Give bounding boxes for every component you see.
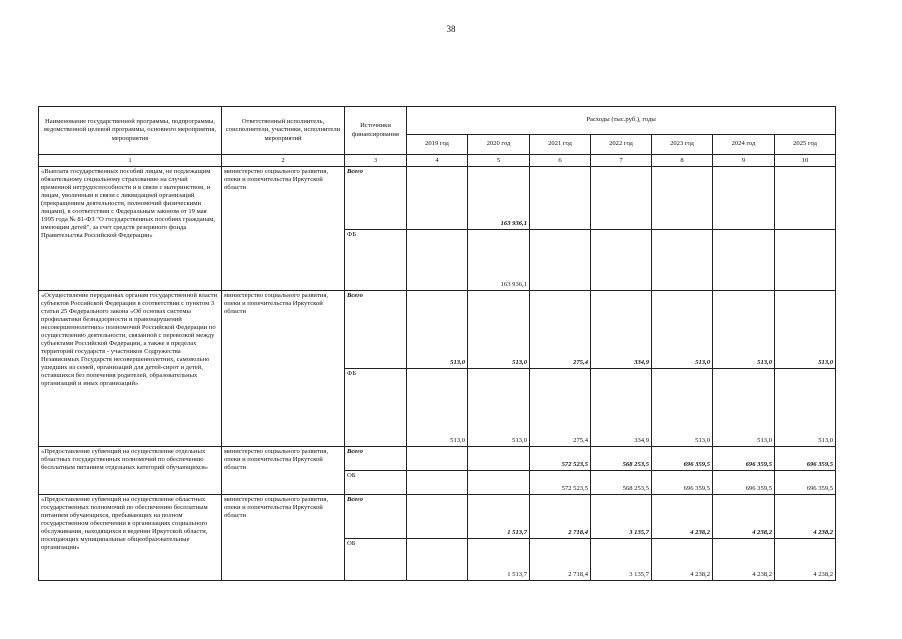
column-number: 2 xyxy=(222,155,345,167)
value-cell: 513,0 xyxy=(775,369,836,447)
value-cell: 513,0 xyxy=(652,369,713,447)
value-cell xyxy=(591,230,652,291)
value-cell xyxy=(407,230,468,291)
value-cell xyxy=(530,167,591,230)
value-cell xyxy=(775,230,836,291)
value-cell: 2 718,4 xyxy=(530,539,591,581)
value-cell: 572 523,5 xyxy=(530,447,591,471)
column-number: 1 xyxy=(39,155,222,167)
value-cell: 572 523,5 xyxy=(530,471,591,495)
value-cell xyxy=(407,447,468,471)
value-cell: 696 359,5 xyxy=(652,447,713,471)
source-fb: ФБ xyxy=(345,230,407,291)
column-number: 7 xyxy=(591,155,652,167)
header-year: 2021 год xyxy=(530,135,591,155)
value-cell: 275,4 xyxy=(530,369,591,447)
value-cell: 513,0 xyxy=(407,291,468,369)
table-row xyxy=(39,291,836,369)
value-cell xyxy=(407,167,468,230)
source-fb: ФБ xyxy=(345,369,407,447)
budget-table xyxy=(38,106,836,581)
value-cell: 334,9 xyxy=(591,369,652,447)
header-year: 2019 год xyxy=(407,135,468,155)
column-number: 6 xyxy=(530,155,591,167)
column-number: 4 xyxy=(407,155,468,167)
source-ob: ОБ xyxy=(345,539,407,581)
value-cell: 163 936,1 xyxy=(468,167,530,230)
value-cell: 4 238,2 xyxy=(713,495,775,539)
value-cell: 696 359,5 xyxy=(713,447,775,471)
header-year: 2020 год xyxy=(468,135,530,155)
value-cell: 568 253,5 xyxy=(591,471,652,495)
value-cell xyxy=(591,167,652,230)
header-name: Наименование государственной программы, подпрограммы, ведомственной целевой программы, основного мероприятия, мероприятия xyxy=(39,107,222,155)
value-cell: 513,0 xyxy=(775,291,836,369)
value-cell: 4 238,2 xyxy=(775,539,836,581)
value-cell: 513,0 xyxy=(407,369,468,447)
table-row xyxy=(39,495,836,539)
value-cell xyxy=(652,230,713,291)
value-cell: 3 135,7 xyxy=(591,539,652,581)
value-cell: 2 718,4 xyxy=(530,495,591,539)
value-cell xyxy=(468,471,530,495)
value-cell: 1 513,7 xyxy=(468,539,530,581)
value-cell xyxy=(407,495,468,539)
program-name: «Предоставление субвенций на осуществление областных государственных полномочий по обеспечению бесплатным питанием обучающихся, пребывающих на полном государственном обеспечении в организациях социального обслуживания, находящихся в ведении Иркутской области, посещающих муниципальные общеобразовательные организации» xyxy=(39,495,222,581)
table-row xyxy=(39,167,836,230)
value-cell xyxy=(468,447,530,471)
header-year: 2023 год xyxy=(652,135,713,155)
value-cell: 163 936,1 xyxy=(468,230,530,291)
value-cell: 4 238,2 xyxy=(775,495,836,539)
executor: министерство социального развития, опеки и попечительства Иркутской области xyxy=(222,291,345,447)
value-cell xyxy=(713,230,775,291)
value-cell: 513,0 xyxy=(713,369,775,447)
executor: министерство социального развития, опеки и попечительства Иркутской области xyxy=(222,495,345,581)
column-number: 10 xyxy=(775,155,836,167)
column-number: 5 xyxy=(468,155,530,167)
executor: министерство социального развития, опеки и попечительства Иркутской области xyxy=(222,447,345,495)
value-cell: 4 238,2 xyxy=(652,495,713,539)
header-expenses: Расходы (тыс.руб.), годы xyxy=(407,107,836,135)
header-executor: Ответственный исполнитель, соисполнители, участники, исполнители мероприятий xyxy=(222,107,345,155)
column-number: 8 xyxy=(652,155,713,167)
table-row xyxy=(39,447,836,471)
column-number: 9 xyxy=(713,155,775,167)
value-cell: 696 359,5 xyxy=(652,471,713,495)
value-cell: 513,0 xyxy=(652,291,713,369)
source-total: Всего xyxy=(345,495,407,539)
program-name: «Предоставление субвенций на осуществление отдельных областных государственных полномочий по обеспечению бесплатным питанием отдельных категорий обучающихся» xyxy=(39,447,222,495)
source-total: Всего xyxy=(345,167,407,230)
header-year: 2022 год xyxy=(591,135,652,155)
value-cell: 513,0 xyxy=(468,369,530,447)
value-cell: 4 238,2 xyxy=(652,539,713,581)
value-cell xyxy=(775,167,836,230)
value-cell: 334,9 xyxy=(591,291,652,369)
program-name: «Осуществление переданных органам государственной власти субъектов Российской Федерации в соответствии с пунктом 3 статьи 25 Федерального закона «Об основах системы профилактики безнадзорности и правонарушений несовершеннолетних» полномочий Российской Федерации по осуществлению деятельности, связанной с перевозкой между субъектами Российской Федерации, а также в пределах территорий государств - участников Содружества Независимых Государств несовершеннолетних, самовольно ушедших из семей, организаций для детей-сирот и детей, оставшихся без попечения родителей, образовательных организаций и иных организаций» xyxy=(39,291,222,447)
column-number: 3 xyxy=(345,155,407,167)
value-cell xyxy=(407,471,468,495)
value-cell: 1 513,7 xyxy=(468,495,530,539)
value-cell: 275,4 xyxy=(530,291,591,369)
value-cell: 3 135,7 xyxy=(591,495,652,539)
source-total: Всего xyxy=(345,447,407,471)
source-ob: ОБ xyxy=(345,471,407,495)
value-cell: 513,0 xyxy=(713,291,775,369)
executor: министерство социального развития, опеки и попечительства Иркутской области xyxy=(222,167,345,291)
source-total: Всего xyxy=(345,291,407,369)
header-year: 2024 год xyxy=(713,135,775,155)
value-cell xyxy=(713,167,775,230)
program-name: «Выплата государственных пособий лицам, не подлежащим обязательному социальному страхованию на случай временной нетрудоспособности и в связи с материнством, и лицам, уволенным в связи с ликвидацией организаций (прекращением деятельности, полномочий физическими лицами), в соответствии с Федеральным законом от 19 мая 1995 года № 81-ФЗ "О государственных пособиях гражданам, имеющим детей", за счет средств резервного фонда Правительства Российской Федерации» xyxy=(39,167,222,291)
page-number: 38 xyxy=(446,24,456,34)
value-cell: 696 359,5 xyxy=(713,471,775,495)
value-cell xyxy=(530,230,591,291)
value-cell xyxy=(652,167,713,230)
value-cell xyxy=(407,539,468,581)
value-cell: 696 359,5 xyxy=(775,471,836,495)
value-cell: 513,0 xyxy=(468,291,530,369)
header-year: 2025 год xyxy=(775,135,836,155)
value-cell: 4 238,2 xyxy=(713,539,775,581)
header-source: Источники финансирования xyxy=(345,107,407,155)
value-cell: 568 253,5 xyxy=(591,447,652,471)
value-cell: 696 359,5 xyxy=(775,447,836,471)
